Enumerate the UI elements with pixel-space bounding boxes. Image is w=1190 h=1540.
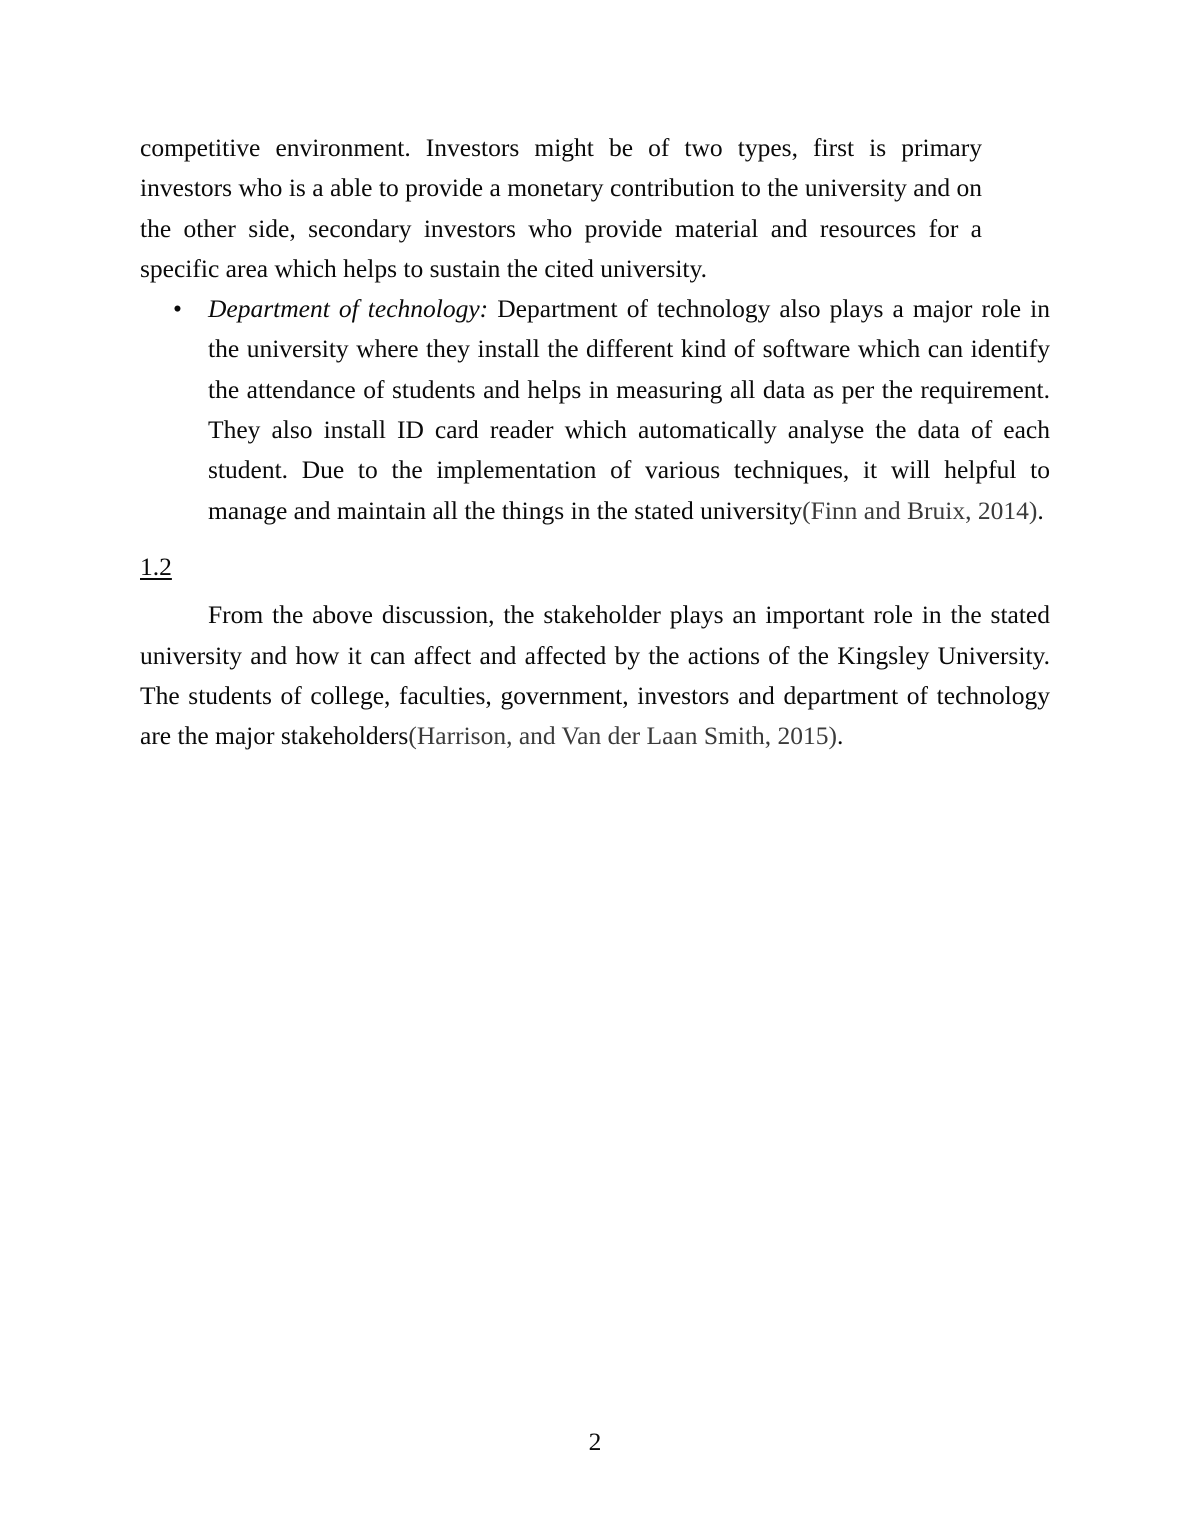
section-paragraph <box>140 595 1050 756</box>
bullet-icon: • <box>173 294 182 324</box>
page-number: 2 <box>588 1427 602 1456</box>
page-content <box>140 128 1050 756</box>
list-item-lead-label: Department of technology: <box>208 294 489 324</box>
list-item-text: Department of technology also plays a major role in the university where they install the different kind of software which can identify the attendance of students and helps in measuring all data as per the requirement. They also install ID card reader which automatically analyse the data of each student. Due to the implementation of various techniques, it will helpful to manage and maintain all the things in the stated university <box>208 294 1051 525</box>
continued-paragraph: competitive environment. Investors might be of two types, first is primary investors who is a able to provide a monetary contribution to the university and on the other side, secondary investors who provide material and resources for a specific area which helps to sustain the cited university. <box>140 133 982 283</box>
list-item <box>140 289 1050 531</box>
section-heading-row <box>140 547 1050 587</box>
section-paragraph-trailing-punctuation: . <box>837 721 844 751</box>
section-number-heading: 1.2 <box>140 551 172 581</box>
citation-reference: (Harrison, and Van der Laan Smith, 2015) <box>408 721 838 751</box>
section-paragraph-text: From the above discussion, the stakeholder plays an important role in the stated university and how it can affect and affected by the actions of the Kingsley University. The students of college, faculties, government, investors and department of technology are the major stakeholders <box>140 600 1050 751</box>
bullet-list <box>140 289 1050 531</box>
list-item-trailing-punctuation: . <box>1037 495 1044 525</box>
citation-reference: (Finn and Bruix, 2014) <box>802 495 1038 525</box>
